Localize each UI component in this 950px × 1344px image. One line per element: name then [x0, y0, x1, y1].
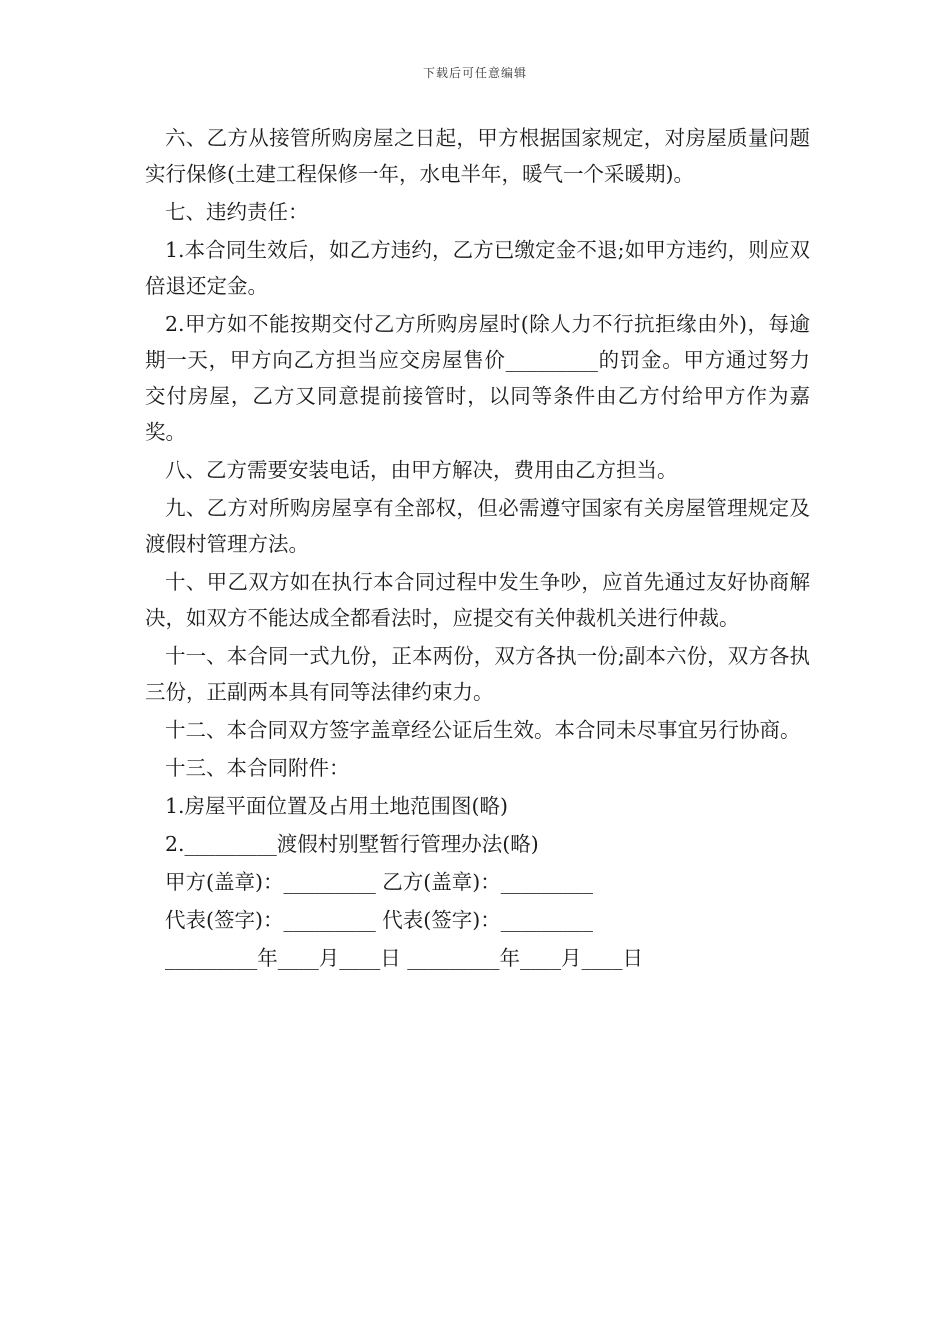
clause-11: 十一、本合同一式九份，正本两份，双方各执一份;副本六份，双方各执三份，正副两本具有同等法律约束力。: [145, 644, 810, 704]
clause-13-heading: 十三、本合同附件：: [165, 756, 350, 780]
signature-date-line: _________年____月____日 _________年____月____日: [165, 946, 644, 970]
signature-representative-line: 代表(签字)：_________ 代表(签字)：_________: [165, 908, 594, 932]
clause-8: 八、乙方需要安装电话，由甲方解决，费用由乙方担当。: [165, 458, 678, 482]
attachment-2: 2._________渡假村别墅暂行管理办法(略): [165, 832, 539, 856]
clause-7-item-1: 1.本合同生效后，如乙方违约，乙方已缴定金不退;如甲方违约，则应双倍退还定金。: [145, 238, 810, 298]
attachment-1: 1.房屋平面位置及占用土地范围图(略): [165, 794, 509, 818]
clause-7-item-2: 2.甲方如不能按期交付乙方所购房屋时(除人力不行抗拒缘由外)，每逾期一天，甲方向乙方担当应交房屋售价_________的罚金。甲方通过努力交付房屋，乙方又同意提前接管时，以同等条件由乙方付给甲方作为嘉奖。: [145, 312, 810, 444]
document-body: [145, 120, 810, 978]
page-header: 下载后可任意编辑: [422, 66, 527, 80]
clause-6: 六、乙方从接管所购房屋之日起，甲方根据国家规定，对房屋质量问题实行保修(土建工程保修一年，水电半年，暖气一个采暖期)。: [145, 126, 810, 186]
clause-10: 十、甲乙双方如在执行本合同过程中发生争吵，应首先通过友好协商解决，如双方不能达成全都看法时，应提交有关仲裁机关进行仲裁。: [145, 570, 810, 630]
clause-12: 十二、本合同双方签字盖章经公证后生效。本合同未尽事宜另行协商。: [165, 718, 801, 742]
clause-9: 九、乙方对所购房屋享有全部权，但必需遵守国家有关房屋管理规定及渡假村管理方法。: [145, 496, 810, 556]
clause-7-heading: 七、违约责任：: [165, 200, 309, 224]
signature-seal-line: 甲方(盖章)：_________ 乙方(盖章)：_________: [165, 870, 594, 894]
